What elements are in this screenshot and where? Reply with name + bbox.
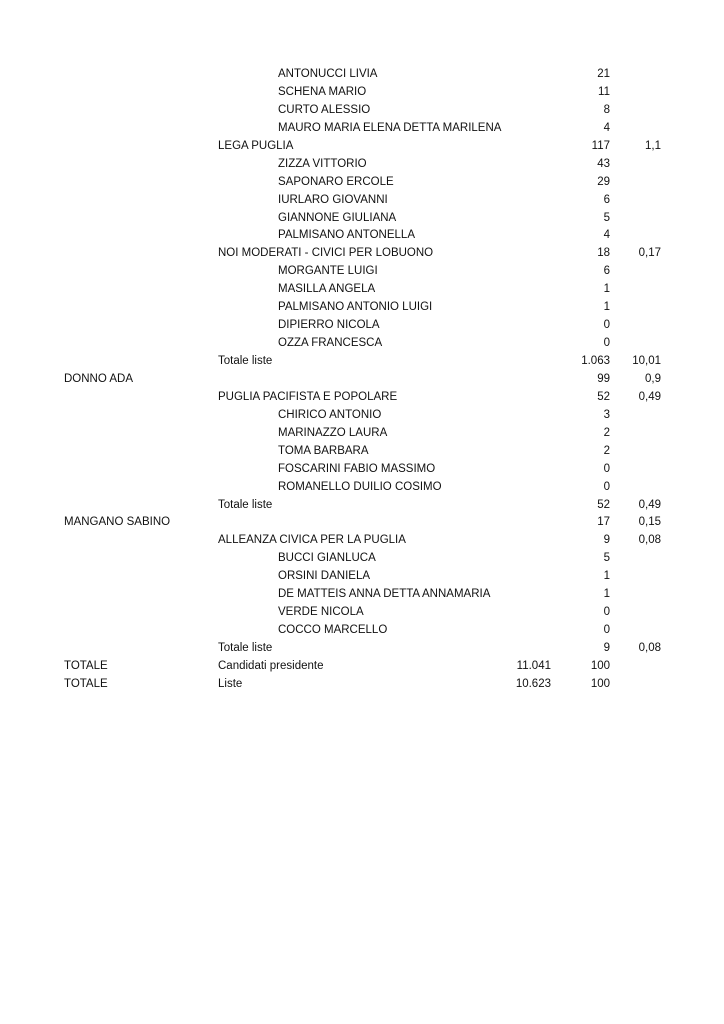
percent-cell: 0,9: [645, 372, 661, 385]
votes-cell: 6: [603, 193, 610, 206]
list-cell: Liste: [218, 677, 243, 690]
table-row: [0, 317, 724, 335]
table-row: [0, 461, 724, 479]
votes-cell: 0: [603, 462, 610, 475]
votes-cell: 2: [603, 426, 610, 439]
name-cell: PALMISANO ANTONELLA: [278, 229, 415, 242]
table-row: [0, 640, 724, 658]
table-row: [0, 676, 724, 694]
votes-cell: 0: [603, 606, 610, 619]
votes-cell: 1: [603, 301, 610, 314]
table-row: [0, 622, 724, 640]
votes-cell: 9: [603, 642, 610, 654]
table-row: [0, 299, 724, 317]
votes-cell: 18: [597, 247, 610, 260]
name-cell: ZIZZA VITTORIO: [278, 157, 367, 170]
table-row: [0, 443, 724, 461]
percent-cell: 0,15: [638, 516, 661, 529]
name-cell: DE MATTEIS ANNA DETTA ANNAMARIA: [278, 588, 491, 601]
table-row: [0, 66, 724, 84]
name-cell: TOMA BARBARA: [278, 444, 369, 457]
candidate-cell: MANGANO SABINO: [64, 516, 171, 529]
table-row: [0, 353, 724, 371]
votes-cell: 3: [603, 408, 610, 421]
votes-cell: 99: [597, 372, 610, 385]
votes-cell: 0: [603, 480, 610, 493]
votes-cell: 100: [590, 677, 610, 690]
table-row: [0, 479, 724, 497]
name-cell: COCCO MARCELLO: [278, 624, 388, 637]
percent-cell: 0,08: [638, 534, 661, 547]
percent-cell: 0,49: [638, 498, 661, 511]
table-row: [0, 497, 724, 515]
list-cell: NOI MODERATI - CIVICI PER LOBUONO: [218, 247, 434, 260]
votes-cell: 4: [603, 229, 610, 242]
list-cell: LEGA PUGLIA: [218, 139, 294, 152]
table-row: [0, 407, 724, 425]
name-cell: MAURO MARIA ELENA DETTA MARILENA: [278, 121, 502, 134]
table-row: [0, 245, 724, 263]
candidate-cell: TOTALE: [64, 659, 108, 672]
table-row: [0, 335, 724, 353]
list-cell: ALLEANZA CIVICA PER LA PUGLIA: [218, 534, 406, 547]
name-cell: ROMANELLO DUILIO COSIMO: [278, 480, 442, 493]
percent-cell: 0,49: [638, 390, 661, 403]
votes-cell: 0: [603, 624, 610, 637]
table-row: [0, 192, 724, 210]
table-row: [0, 658, 724, 676]
list-cell: Totale liste: [218, 642, 273, 654]
total-votes-cell: 11.041: [516, 659, 551, 672]
table-row: [0, 604, 724, 622]
table-row: [0, 210, 724, 228]
votes-cell: 21: [597, 68, 610, 80]
votes-cell: 8: [603, 103, 610, 116]
total-votes-cell: 10.623: [515, 677, 551, 690]
table-row: [0, 568, 724, 586]
name-cell: MORGANTE LUIGI: [278, 265, 378, 278]
table-row: [0, 586, 724, 604]
table-row: [0, 120, 724, 138]
name-cell: IURLARO GIOVANNI: [278, 193, 388, 206]
list-cell: Totale liste: [218, 355, 273, 367]
votes-cell: 6: [603, 265, 610, 278]
table-row: [0, 84, 724, 102]
votes-cell: 1: [603, 570, 610, 583]
votes-cell: 52: [597, 390, 610, 403]
votes-cell: 9: [603, 534, 610, 547]
table-row: [0, 174, 724, 192]
name-cell: PALMISANO ANTONIO LUIGI: [278, 301, 433, 314]
table-row: [0, 514, 724, 532]
table-row: [0, 532, 724, 550]
votes-cell: 52: [597, 498, 610, 511]
name-cell: MARINAZZO LAURA: [278, 426, 388, 439]
table-row: [0, 263, 724, 281]
percent-cell: 1,1: [645, 139, 661, 152]
votes-cell: 2: [603, 444, 610, 457]
name-cell: SCHENA MARIO: [278, 85, 367, 98]
table-row: [0, 389, 724, 407]
list-cell: PUGLIA PACIFISTA E POPOLARE: [218, 390, 398, 403]
table-row: [0, 550, 724, 568]
results-table: [0, 66, 724, 694]
votes-cell: 1: [603, 588, 610, 601]
votes-cell: 29: [597, 175, 610, 188]
percent-cell: 10,01: [632, 355, 661, 367]
votes-cell: 1.063: [581, 355, 610, 367]
votes-cell: 5: [603, 211, 610, 224]
percent-cell: 0,08: [638, 642, 661, 654]
table-row: [0, 102, 724, 120]
list-cell: Candidati presidente: [218, 659, 324, 672]
votes-cell: 117: [591, 139, 610, 152]
name-cell: FOSCARINI FABIO MASSIMO: [278, 462, 436, 475]
candidate-cell: DONNO ADA: [64, 372, 134, 385]
table-row: [0, 425, 724, 443]
name-cell: SAPONARO ERCOLE: [278, 175, 394, 188]
name-cell: GIANNONE GIULIANA: [278, 211, 397, 224]
votes-cell: 17: [597, 516, 610, 529]
name-cell: DIPIERRO NICOLA: [278, 319, 380, 332]
votes-cell: 1: [603, 283, 610, 296]
votes-cell: 4: [603, 121, 610, 134]
name-cell: MASILLA ANGELA: [278, 283, 376, 296]
table-row: [0, 138, 724, 156]
votes-cell: 0: [603, 337, 610, 350]
votes-cell: 43: [597, 157, 610, 170]
name-cell: VERDE NICOLA: [278, 606, 364, 619]
votes-cell: 100: [590, 659, 610, 672]
table-row: [0, 156, 724, 174]
name-cell: ORSINI DANIELA: [278, 570, 371, 583]
table-row: [0, 371, 724, 389]
name-cell: BUCCI GIANLUCA: [278, 552, 376, 565]
name-cell: OZZA FRANCESCA: [278, 337, 383, 350]
list-cell: Totale liste: [218, 498, 273, 511]
votes-cell: 11: [598, 85, 610, 98]
votes-cell: 5: [603, 552, 610, 565]
table-row: [0, 227, 724, 245]
name-cell: ANTONUCCI LIVIA: [278, 68, 378, 80]
name-cell: CURTO ALESSIO: [278, 103, 371, 116]
name-cell: CHIRICO ANTONIO: [278, 408, 382, 421]
votes-cell: 0: [603, 319, 610, 332]
table-row: [0, 281, 724, 299]
candidate-cell: TOTALE: [64, 677, 108, 690]
percent-cell: 0,17: [638, 247, 661, 260]
